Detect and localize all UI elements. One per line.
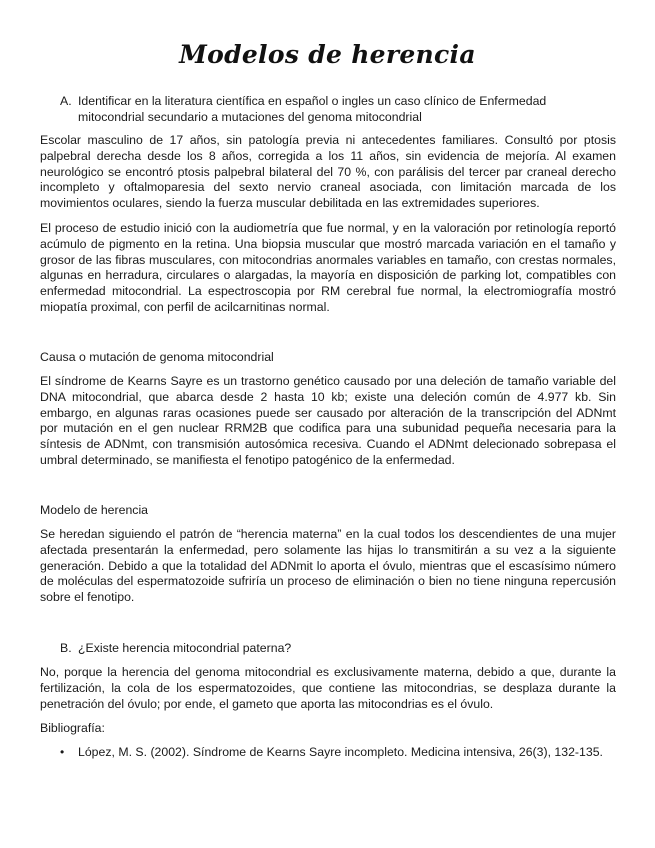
modelo-paragraph: Se heredan siguiendo el patrón de “herencia materna” en la cual todos los descendientes de una mujer afectada presentarán la enfermedad, pero solamente las hijas lo transmitirán a su vez a la siguiente generación. Debido a que la totalidad del ADNmit lo aporta el óvulo, mientras que el escasísimo número de moléculas del espermatozoide sufriría un proceso de eliminación o bien no tiene ninguna repercusión sobre el fenotipo. bbox=[40, 527, 616, 605]
section-a-prompt-text: Identificar en la literatura científica en español o ingles un caso clínico de Enfermedad mitocondrial secundario a mutaciones del genoma mitocondrial bbox=[78, 94, 547, 124]
causa-paragraph: El síndrome de Kearns Sayre es un trastorno genético causado por una deleción de tamaño variable del DNA mitocondrial, que abarca desde 2 hasta 10 kb; existe una deleción común de 4.977 kb. Sin embargo, en algunas raras ocasiones puede ser causado por alteración de la transcripción del ADNmt por mutación en el gen nuclear RRM2B que codifica para una subunidad pequeña necesaria para la síntesis de ADNmt, con transmisión autosómica recesiva. Cuando el ADNmt delecionado sobrepasa el umbral determinado, se manifiesta el fenotipo patogénico de la enfermedad. bbox=[40, 374, 616, 467]
section-b-question bbox=[60, 641, 610, 657]
bibliografia-item bbox=[60, 745, 616, 761]
case-paragraph-2: El proceso de estudio inició con la audiometría que fue normal, y en la valoración por retinología reportó acúmulo de pigmento en la retina. Una biopsia muscular que mostró marcada variación en el tamaño y grosor de las fibras musculares, con mitocondrias anormales variables en tamaño, con crestas normales, algunas en herradura, circulares o alargadas, la mayoría en disposición de parking lot, compatibles con enfermedad mitocondrial. La espectroscopia por RM cerebral fue normal, la electromiografía mostró miopatía proximal, con perfil de acilcarnitinas normal. bbox=[40, 221, 616, 314]
causa-heading: Causa o mutación de genoma mitocondrial bbox=[40, 350, 274, 364]
section-b-question-text: ¿Existe herencia mitocondrial paterna? bbox=[78, 641, 292, 655]
section-a-prompt bbox=[60, 94, 610, 126]
section-b-marker: B. bbox=[60, 641, 72, 655]
modelo-heading: Modelo de herencia bbox=[40, 503, 149, 517]
bibliografia-heading: Bibliografía: bbox=[40, 721, 105, 735]
page-title: Modelos de herencia bbox=[179, 40, 476, 69]
bullet-marker: • bbox=[60, 745, 65, 759]
case-paragraph-1: Escolar masculino de 17 años, sin patología previa ni antecedentes familiares. Consultó por ptosis palpebral derecha desde los 8 años, corregida a los 11 años, sin evidencia de mejoría. Al examen neurológico se encontró ptosis palpebral bilateral del 70 %, con parálisis del tercer par craneal derecho incompleto y oftalmoparesia del sexto nervio craneal asociada, con limitación marcada de los movimientos oculares, siendo la fuerza muscular debilitada en las extremidades superiores. bbox=[40, 133, 616, 211]
section-a-marker: A. bbox=[60, 94, 72, 108]
section-b-answer: No, porque la herencia del genoma mitocondrial es exclusivamente materna, debido a que, durante la fertilización, la cola de los espermatozoides, que contiene las mitocondrias, se desplaza durante la penetración del óvulo; por ende, el gameto que aporta las mitocondrias es el óvulo. bbox=[40, 665, 616, 711]
bibliografia-item-text: López, M. S. (2002). Síndrome de Kearns Sayre incompleto. Medicina intensiva, 26(3), 132-135. bbox=[78, 745, 603, 759]
